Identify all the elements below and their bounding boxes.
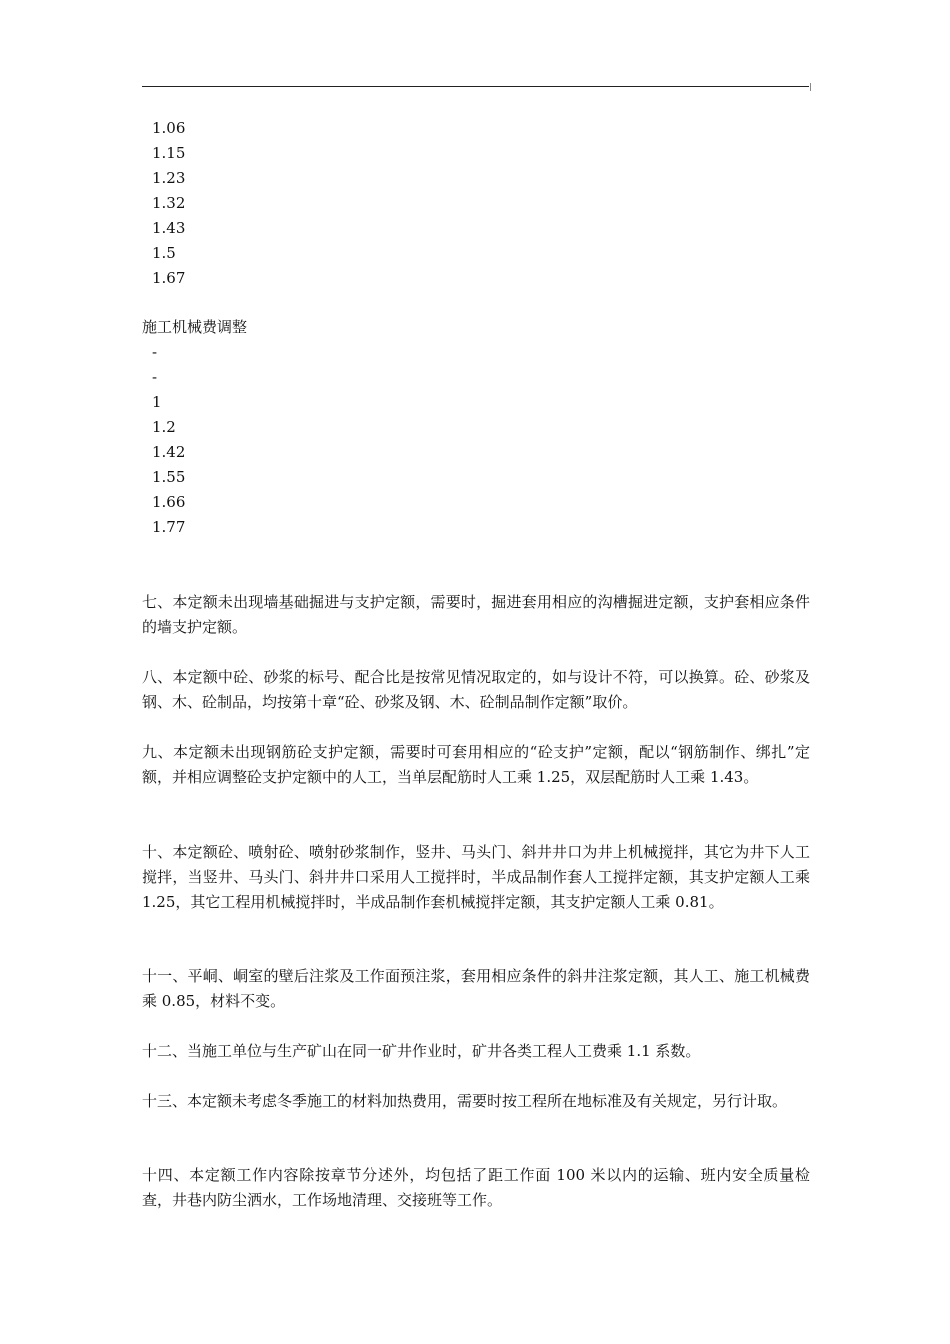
- header-rule: [142, 86, 809, 87]
- list-item: 1: [152, 393, 162, 411]
- list-item: 1.55: [152, 468, 186, 486]
- paragraph-12: 十二、当施工单位与生产矿山在同一矿井作业时，矿井各类工程人工费乘 1.1 系数。: [142, 1042, 701, 1060]
- list-item: 1.77: [152, 518, 186, 536]
- list-item: 1.42: [152, 443, 186, 461]
- list-item: 1.15: [152, 144, 186, 162]
- labor-adjustment-values: [152, 116, 185, 291]
- paragraph-9: 九、本定额未出现钢筋砼支护定额，需要时可套用相应的“砼支护”定额，配以“钢筋制作、绑扎”定额，并相应调整砼支护定额中的人工，当单层配筋时人工乘 1.25，双层配筋时人工乘 1.43。: [142, 743, 810, 786]
- list-item: 1.06: [152, 119, 186, 137]
- list-item: 1.43: [152, 219, 186, 237]
- machinery-adjustment-values: [152, 340, 185, 540]
- list-item: 1.32: [152, 194, 186, 212]
- paragraph-11: 十一、平峒、峒室的壁后注浆及工作面预注浆，套用相应条件的斜井注浆定额，其人工、施工机械费乘 0.85，材料不变。: [142, 967, 810, 1010]
- list-item: -: [152, 368, 158, 386]
- paragraph-13: 十三、本定额未考虑冬季施工的材料加热费用，需要时按工程所在地标准及有关规定，另行计取。: [142, 1092, 788, 1110]
- paragraph-7: 七、本定额未出现墙基础掘进与支护定额，需要时，掘进套用相应的沟槽掘进定额，支护套相应条件的墙支护定额。: [142, 593, 810, 636]
- header-rule-end-mark: [810, 83, 811, 91]
- list-item: 1.66: [152, 493, 186, 511]
- list-item: 1.5: [152, 244, 176, 262]
- list-item: 1.67: [152, 269, 186, 287]
- list-item: 1.23: [152, 169, 186, 187]
- list-item: 1.2: [152, 418, 176, 436]
- paragraph-14: 十四、本定额工作内容除按章节分述外，均包括了距工作面 100 米以内的运输、班内安全质量检查，井巷内防尘洒水，工作场地清理、交接班等工作。: [142, 1166, 810, 1209]
- paragraph-8: 八、本定额中砼、砂浆的标号、配合比是按常见情况取定的，如与设计不符，可以换算。砼、砂浆及钢、木、砼制品，均按第十章“砼、砂浆及钢、木、砼制品制作定额”取价。: [142, 668, 810, 711]
- machinery-section-label: 施工机械费调整: [142, 318, 248, 336]
- list-item: -: [152, 343, 158, 361]
- paragraph-10: 十、本定额砼、喷射砼、喷射砂浆制作，竖井、马头门、斜井井口为井上机械搅拌，其它为井下人工搅拌，当竖井、马头门、斜井井口采用人工搅拌时，半成品制作套人工搅拌定额，其支护定额人工乘 1.25，其它工程用机械搅拌时，半成品制作套机械搅拌定额，其支护定额人工乘 0.81。: [142, 843, 810, 911]
